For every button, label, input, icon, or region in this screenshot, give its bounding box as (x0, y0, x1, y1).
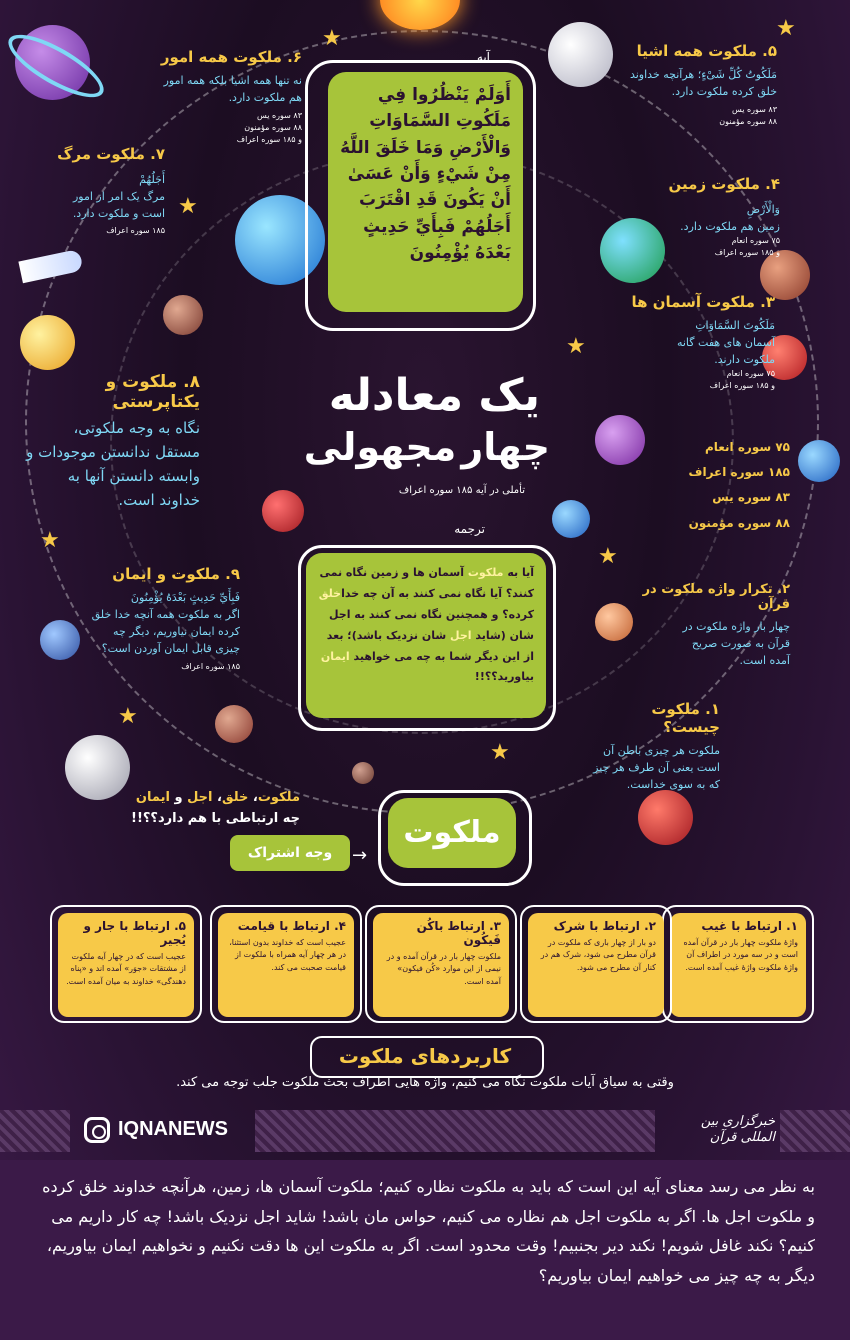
card-body: دو بار از چهار باری که ملکوت در قرآن مطرح می شود، شرک هم در کنار آن مطرح می شود. (540, 938, 656, 972)
arrow-icon: → (352, 845, 368, 866)
question-line2: چه ارتباطی با هم دارد؟؟!! (131, 810, 300, 826)
question-word: خلق (221, 790, 249, 805)
purple-ringed-planet-icon (595, 415, 645, 465)
question-sep: ، (248, 790, 258, 805)
translation-highlight: اجل (450, 628, 472, 642)
section-5-title: ۵. ملکوت همه اشیا (636, 42, 777, 60)
reference-item: ۸۸ سوره مؤمنون (688, 515, 790, 530)
card-4 (210, 905, 362, 1023)
card-content (373, 913, 509, 1017)
star-icon: ★ (118, 704, 138, 729)
section-3-ref: و ۱۸۵ سوره اعراف (709, 381, 775, 391)
section-9-title: ۹. ملکوت و ایمان (112, 565, 240, 583)
section-9 (90, 565, 240, 673)
card-5 (50, 905, 202, 1023)
card-title: ۱. ارتباط با غیب (701, 919, 798, 933)
section-4 (660, 175, 780, 259)
bottom-text: به نظر می رسد معنای آیه این است که باید به ملکوت نظاره کنیم؛ ملکوت آسمان ها، زمین، هرآنچه خداوند خلق کرده و ملکوت اجل ها. اگر به ملکوت اجل هم نظاره می کنیم، حواس مان باشد! شاید اجل نزدیک باشد! چه کار داریم می کنیم؟ نکند غافل شویم! نکند دیر بجنبیم! وقت محدود است. اگر به ملکوت این ها دقت نکنیم و نخواهیم ایمان بیاوریم، دیگر به چه چیز می خواهیم ایمان بیاوریم؟ (42, 1177, 815, 1285)
section-5-ref: ۸۳ سوره یس (732, 105, 777, 115)
section-7-title: ۷. ملکوت مرگ (57, 145, 165, 163)
section-8-title: ۸. ملکوت و یکتاپرستی (105, 372, 200, 412)
pattern-strip-left (0, 1110, 70, 1152)
question-line1 (130, 788, 300, 809)
main-title-line2 (290, 425, 550, 469)
card-1 (662, 905, 814, 1023)
star-icon: ★ (776, 16, 796, 41)
translation-part: آسمان ها و زمین نگاه نمی کنند؟ آیا نگاه نمی کنند به آن چه خدا (319, 566, 534, 600)
translation-part: آیا به (503, 566, 534, 579)
section-4-ref: و ۱۸۵ سوره اعراف (714, 248, 780, 258)
card-content (58, 913, 194, 1017)
section-1-title: ۱. ملکوت چیست؟ (651, 700, 720, 736)
pattern-strip-middle (255, 1110, 655, 1152)
question-sep: و (169, 790, 188, 805)
blue-left-planet-icon (40, 620, 80, 660)
section-6-ref: ۸۳ سوره یس (257, 111, 302, 121)
translation-part: شان نزدیک باشد)؛ بعد از این دیگر شما به چه می خواهید (326, 628, 534, 663)
section-6-ref: ۸۸ سوره مؤمنون (244, 123, 302, 133)
yellow-planet-icon (20, 315, 75, 370)
melkut-label: ملکوت (388, 798, 516, 868)
section-4-arabic: وَالْأَرْضِ (746, 203, 780, 216)
card-body: عجیب است که در چهار آیه ملکوت از مشتقات «جوَر» آمده اند و «پناه دهندگی» خداوند به میان آمده است. (66, 952, 186, 986)
title-rest: مجهولی (303, 425, 457, 469)
star-icon: ★ (598, 544, 618, 569)
small-brown-planet-icon (163, 295, 203, 335)
section-7 (55, 145, 165, 237)
brown-planet-icon (215, 705, 253, 743)
section-3-arabic: مَلَکُوتَ السَّمَاوَاتِ (695, 319, 775, 332)
question-word: اجل (187, 790, 213, 805)
translation-part: کرده؟ و همچنین نگاه نمی کنند به اجل شان (شاید (328, 607, 534, 642)
section-3-ref: ۷۵ سوره انعام (726, 369, 775, 379)
blue-mid-planet-icon (552, 500, 590, 538)
card-content (218, 913, 354, 1017)
translation-text (306, 553, 546, 718)
section-6-body: نه تنها همه اشیا بلکه همه امور هم ملکوت دارد. (163, 74, 302, 105)
section-3-body: آسمان های هفت گانه ملکوت دارند. (676, 336, 775, 367)
section-5-ref: ۸۸ سوره مؤمنون (719, 117, 777, 127)
sun-icon (380, 0, 460, 30)
instagram-lens-icon (92, 1125, 106, 1139)
brand-name: IQNANEWS (118, 1118, 228, 1140)
section-2-body: چهار بار واژه ملکوت در قرآن به صورت صریح آمده است. (682, 620, 790, 668)
translation-part: بیاورید؟؟!! (474, 670, 534, 684)
section-9-body: اگر به ملکوت همه آنچه خدا خلق کرده ایمان نیاوریم، دیگر چه چیزی قابل ایمان آوردن است؟ (91, 608, 240, 656)
card-content (528, 913, 664, 1017)
main-subtitle: تأملی در آیه ۱۸۵ سوره اعراف (398, 485, 525, 496)
red-small-planet-icon (262, 490, 304, 532)
card-title: ۴. ارتباط با قیامت (237, 919, 346, 933)
section-9-arabic: فَبِأَيِّ حَدِيثٍ بَعْدَهُ يُؤْمِنُونَ (130, 591, 240, 604)
section-7-arabic: أَجَلُهُمْ (139, 173, 165, 186)
section-1-body: ملکوت هر چیزی باطن آن است یعنی آن طرف هر چیز که به سوی خداست. (593, 744, 720, 792)
common-label: وجه اشتراک (230, 835, 350, 871)
section-1 (590, 700, 720, 793)
section-6-ref: و ۱۸۵ سوره اعراف (236, 135, 302, 145)
question-block (130, 788, 300, 830)
earth-icon (600, 218, 665, 283)
star-icon: ★ (322, 26, 342, 51)
star-icon: ★ (178, 194, 198, 219)
grey-moon-icon (65, 735, 130, 800)
reference-item: ۷۵ سوره انعام (704, 440, 790, 454)
section-4-title: ۴. ملکوت زمین (668, 175, 780, 193)
pattern-strip-right (780, 1110, 850, 1152)
translation-label: ترجمه (454, 522, 485, 536)
section-4-body: زمین هم ملکوت دارد. (680, 220, 780, 234)
red-bottom-planet-icon (638, 790, 693, 845)
star-icon: ★ (40, 528, 60, 553)
translation-highlight: ملکوت (467, 566, 504, 579)
question-word: ملکوت (257, 790, 300, 805)
card-body: واژۀ ملکوت چهار بار در قرآن آمده است و در سه مورد در اطراف آن واژۀ ملکوت واژۀ غیب آمده است. (683, 938, 798, 972)
section-6-title: ۶. ملکوت همه امور (160, 48, 302, 66)
instagram-icon (84, 1117, 110, 1143)
translation-highlight: ایمان (320, 649, 350, 663)
verse-label: آیه (476, 50, 490, 64)
references-list (660, 435, 790, 536)
question-sep: ، (212, 790, 222, 805)
star-icon: ★ (490, 740, 510, 765)
section-8 (25, 372, 200, 512)
main-title-line1: یک معادله (328, 370, 540, 421)
section-2 (620, 582, 790, 669)
card-title: ۳. ارتباط باکُن فَیکُون (416, 919, 501, 947)
card-body: ملکوت چهار بار در قرآن آمده و در نیمی از این موارد «کُن فیکون» آمده است. (386, 952, 501, 986)
star-icon: ★ (566, 334, 586, 359)
section-5-body: مَلَکُوتُ کُلِّ شَیْءٍ؛ هرآنچه خداوند خلق کرده ملکوت دارد. (629, 68, 777, 99)
translation-highlight: خلق (318, 586, 342, 600)
section-2-title: ۲. تکرار واژه ملکوت در قرآن (642, 582, 790, 612)
card-body: عجیب است که خداوند بدون استثنا، در هر چهار آیه همراه با ملکوت از قیامت صحبت می کند. (229, 938, 346, 972)
brand-logo: خبرگزاری بین المللی قرآن (700, 1114, 775, 1145)
moon-icon (548, 22, 613, 87)
section-3 (620, 293, 775, 392)
section-3-title: ۳. ملکوت آسمان ها (631, 293, 775, 311)
reference-item: ۱۸۵ سوره اعراف (688, 465, 790, 480)
card-content (670, 913, 806, 1017)
blue-small-planet-icon (798, 440, 840, 482)
tiny-planet-icon (352, 762, 374, 784)
uses-subtitle: وقتی به سیاق آیات ملکوت نگاه می کنیم، واژه هایی اطراف بحث ملکوت جلب توجه می کند. (176, 1075, 674, 1090)
card-title: ۵. ارتباط با جار و یُجیر (83, 919, 186, 947)
section-6 (150, 48, 302, 146)
card-title: ۲. ارتباط با شرک (553, 919, 656, 933)
section-5 (622, 42, 777, 128)
section-4-ref: ۷۵ سوره انعام (731, 236, 780, 246)
section-7-ref: ۱۸۵ سوره اعراف (106, 226, 165, 236)
question-word: ایمان (135, 790, 170, 805)
section-8-body: نگاه به وجه ملکوتی، مستقل ندانستن موجودات و وابسته دانستن آنها به خداوند است. (26, 419, 200, 509)
title-highlight: چهار (461, 425, 550, 469)
uses-title: کاربردهای ملکوت (338, 1044, 512, 1068)
card-2 (520, 905, 672, 1023)
verse-text: أَوَلَمْ يَنْظُرُوا فِي مَلَكُوتِ السَّمَاوَاتِ وَالْأَرْضِ وَمَا خَلَقَ اللَّهُ مِنْ شَيْءٍ وَأَنْ عَسَىٰ أَنْ يَكُونَ قَدِ اقْتَرَبَ أَجَلُهُمْ فَبِأَيِّ حَدِيثٍ بَعْدَهُ يُؤْمِنُونَ (328, 72, 523, 312)
card-3 (365, 905, 517, 1023)
section-9-ref: ۱۸۵ سوره اعراف (181, 662, 240, 672)
section-7-body: مرگ یک امر از امور است و ملکوت دارد. (72, 190, 165, 221)
reference-item: ۸۳ سوره یس (712, 490, 790, 505)
